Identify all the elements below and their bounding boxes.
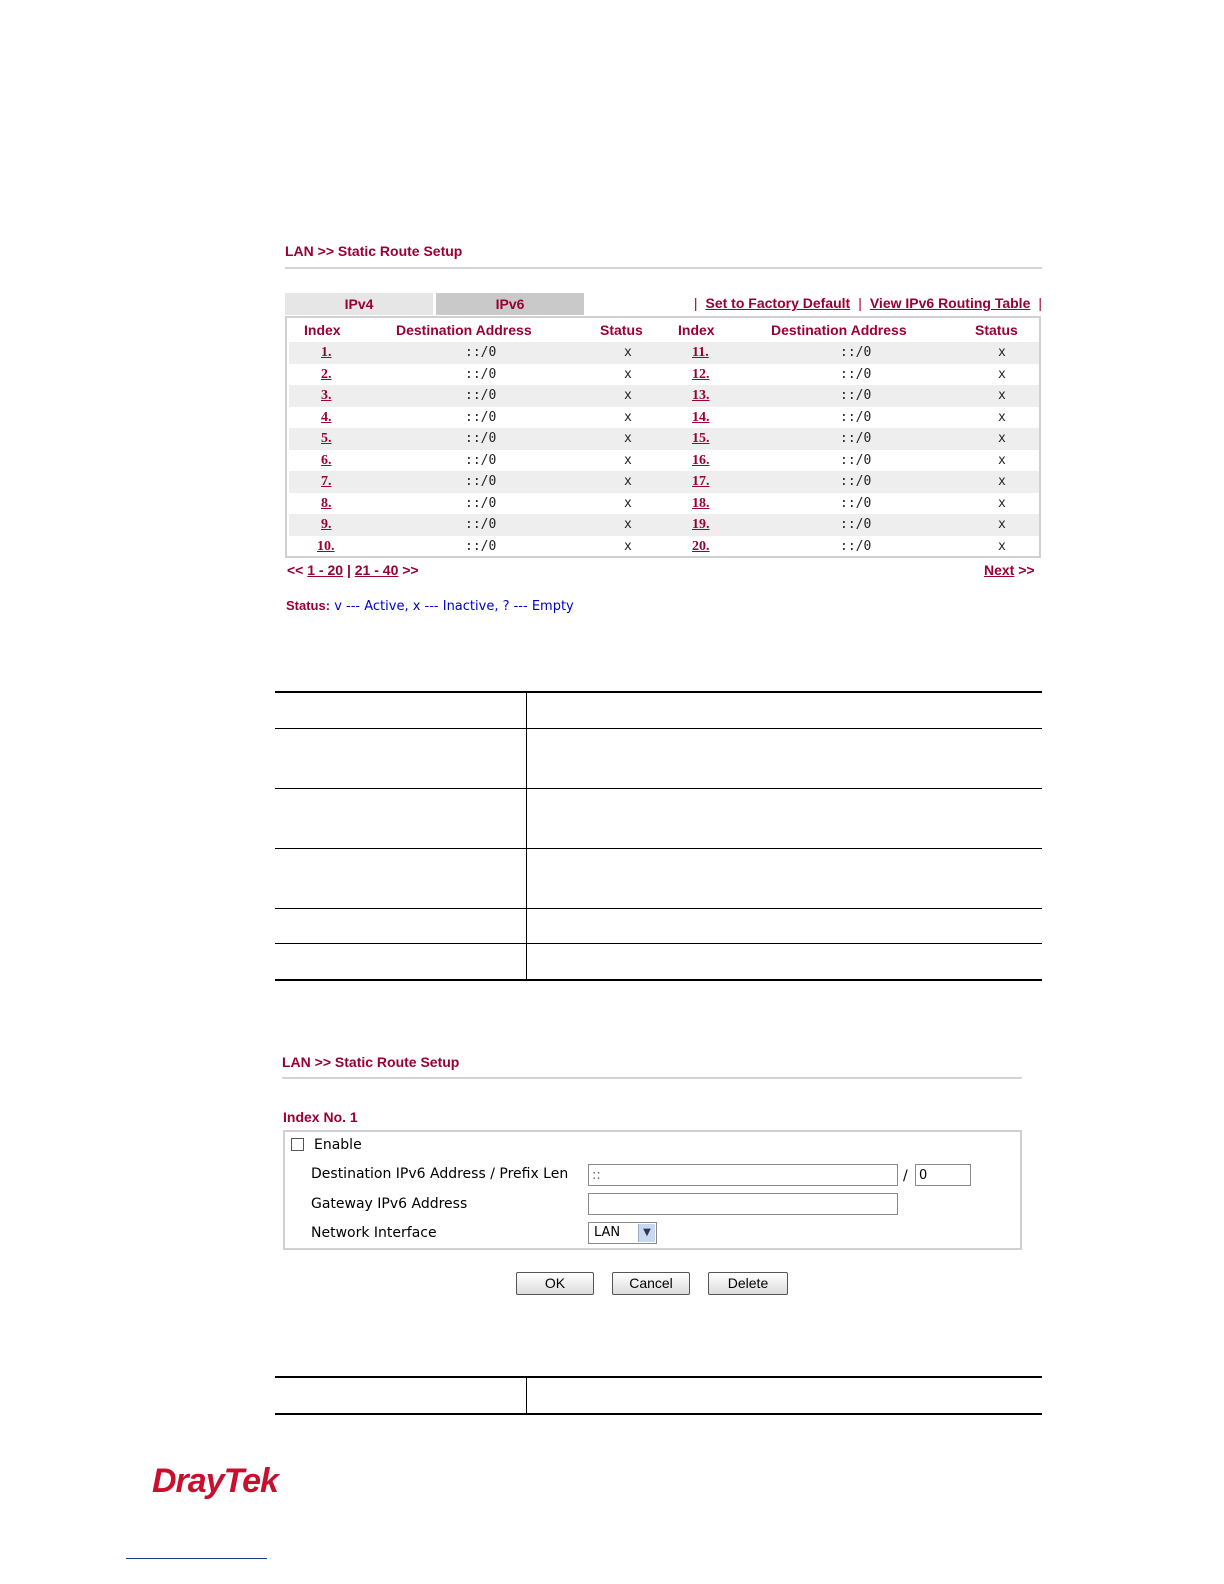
chevron-down-icon[interactable]: ▼ bbox=[638, 1224, 655, 1242]
network-interface-label: Network Interface bbox=[311, 1225, 437, 1241]
route-status: x bbox=[624, 366, 632, 382]
page-separator: | bbox=[346, 562, 351, 578]
destination-address: ::/0 bbox=[840, 495, 872, 511]
link-separator: | bbox=[858, 295, 862, 311]
table-border bbox=[275, 728, 1042, 729]
footer-line bbox=[126, 1558, 267, 1559]
destination-address: ::/0 bbox=[840, 366, 872, 382]
route-status: x bbox=[624, 345, 632, 360]
prefix-length-input[interactable] bbox=[915, 1164, 971, 1186]
route-index-link[interactable]: 20. bbox=[692, 538, 710, 554]
route-index-link[interactable]: 10. bbox=[317, 538, 335, 554]
destination-address: ::/0 bbox=[465, 452, 497, 468]
gateway-label: Gateway IPv6 Address bbox=[311, 1196, 468, 1212]
table-row bbox=[289, 514, 1039, 536]
route-status: x bbox=[998, 452, 1006, 468]
route-status: x bbox=[624, 409, 632, 425]
table-row bbox=[289, 536, 1039, 558]
next-page-link[interactable]: Next bbox=[984, 562, 1015, 578]
route-status: x bbox=[998, 388, 1006, 403]
destination-address: ::/0 bbox=[465, 366, 497, 382]
route-index-link[interactable]: 17. bbox=[692, 474, 710, 489]
route-status: x bbox=[624, 517, 632, 532]
divider bbox=[285, 267, 1042, 269]
destination-address: ::/0 bbox=[465, 345, 497, 360]
draytek-logo: DrayTek bbox=[152, 1462, 278, 1500]
next-arrows: >> bbox=[402, 562, 419, 578]
link-separator: | bbox=[1038, 295, 1042, 311]
route-status: x bbox=[624, 495, 632, 511]
table-row bbox=[289, 428, 1039, 450]
tab-ipv4[interactable]: IPv4 bbox=[285, 293, 433, 315]
destination-address: ::/0 bbox=[465, 538, 497, 554]
route-index-link[interactable]: 3. bbox=[321, 388, 332, 403]
destination-address: ::/0 bbox=[465, 431, 497, 446]
table-border bbox=[275, 848, 1042, 849]
table-column-divider bbox=[526, 1376, 527, 1415]
route-index-link[interactable]: 18. bbox=[692, 495, 710, 511]
column-header-index: Index bbox=[678, 322, 715, 338]
destination-label: Destination IPv6 Address / Prefix Len bbox=[311, 1166, 569, 1182]
destination-address: ::/0 bbox=[840, 517, 872, 532]
table-border bbox=[275, 1376, 1042, 1378]
enable-label: Enable bbox=[314, 1137, 362, 1153]
network-interface-select[interactable] bbox=[588, 1222, 657, 1244]
route-index-link[interactable]: 5. bbox=[321, 431, 332, 446]
route-index-link[interactable]: 6. bbox=[321, 452, 332, 468]
divider bbox=[282, 1077, 1022, 1079]
column-header-index: Index bbox=[304, 322, 341, 338]
legend-text: v --- Active, x --- Inactive, ? --- Empty bbox=[330, 599, 574, 614]
route-index-link[interactable]: 9. bbox=[321, 517, 332, 532]
enable-checkbox[interactable] bbox=[291, 1138, 304, 1151]
view-ipv6-routing-table-link[interactable]: View IPv6 Routing Table bbox=[869, 295, 1031, 311]
column-header-status: Status bbox=[600, 322, 643, 338]
route-index-link[interactable]: 19. bbox=[692, 517, 710, 532]
destination-address: ::/0 bbox=[465, 517, 497, 532]
table-column-divider bbox=[526, 691, 527, 981]
breadcrumb: LAN >> Static Route Setup bbox=[282, 1054, 460, 1070]
destination-address: ::/0 bbox=[840, 431, 872, 446]
pagination bbox=[287, 562, 419, 578]
route-status: x bbox=[998, 409, 1006, 425]
route-index-link[interactable]: 8. bbox=[321, 495, 332, 511]
destination-address: ::/0 bbox=[840, 409, 872, 425]
destination-address: ::/0 bbox=[840, 538, 872, 554]
table-border bbox=[275, 908, 1042, 909]
route-status: x bbox=[998, 366, 1006, 382]
destination-address: ::/0 bbox=[465, 474, 497, 489]
route-status: x bbox=[998, 517, 1006, 532]
route-index-link[interactable]: 1. bbox=[321, 345, 332, 360]
pagination-next bbox=[984, 562, 1035, 578]
table-border bbox=[275, 691, 1042, 693]
route-index-link[interactable]: 2. bbox=[321, 366, 332, 382]
destination-address: ::/0 bbox=[840, 452, 872, 468]
destination-address: ::/0 bbox=[465, 388, 497, 403]
table-row bbox=[289, 407, 1039, 429]
next-arrows: >> bbox=[1018, 562, 1035, 578]
network-interface-value: LAN bbox=[594, 1225, 621, 1240]
column-header-status: Status bbox=[975, 322, 1018, 338]
set-factory-default-link[interactable]: Set to Factory Default bbox=[705, 295, 851, 311]
toolbar-links bbox=[600, 295, 1042, 311]
route-status: x bbox=[998, 495, 1006, 511]
index-title: Index No. 1 bbox=[283, 1109, 358, 1125]
route-index-link[interactable]: 14. bbox=[692, 409, 710, 425]
prev-arrows: << bbox=[287, 562, 304, 578]
table-border bbox=[275, 788, 1042, 789]
route-index-link[interactable]: 15. bbox=[692, 431, 710, 446]
table-border bbox=[275, 1413, 1042, 1415]
static-route-table bbox=[285, 316, 1041, 558]
tab-ipv6[interactable]: IPv6 bbox=[436, 293, 584, 315]
destination-address: ::/0 bbox=[840, 474, 872, 489]
ok-button[interactable]: OK bbox=[516, 1272, 594, 1295]
status-legend bbox=[286, 598, 574, 614]
destination-address: ::/0 bbox=[465, 495, 497, 511]
table-row bbox=[289, 493, 1039, 515]
table-border bbox=[275, 943, 1042, 944]
column-header-destination: Destination Address bbox=[396, 322, 532, 338]
route-index-link[interactable]: 7. bbox=[321, 474, 332, 489]
destination-address: ::/0 bbox=[840, 388, 872, 403]
route-status: x bbox=[624, 474, 632, 489]
route-index-link[interactable]: 12. bbox=[692, 366, 710, 382]
gateway-ipv6-input[interactable] bbox=[588, 1193, 898, 1215]
route-index-link[interactable]: 11. bbox=[692, 345, 709, 360]
page-range-21-40-link[interactable]: 21 - 40 bbox=[354, 562, 399, 578]
route-index-link[interactable]: 4. bbox=[321, 409, 332, 425]
breadcrumb: LAN >> Static Route Setup bbox=[285, 243, 463, 259]
table-row bbox=[289, 450, 1039, 472]
column-header-destination: Destination Address bbox=[771, 322, 907, 338]
table-row bbox=[289, 364, 1039, 386]
route-status: x bbox=[998, 474, 1006, 489]
prefix-slash: / bbox=[903, 1168, 908, 1184]
destination-address: ::/0 bbox=[465, 409, 497, 425]
destination-address: ::/0 bbox=[840, 345, 872, 360]
route-status: x bbox=[624, 431, 632, 446]
route-index-link[interactable]: 16. bbox=[692, 452, 710, 468]
link-separator: | bbox=[693, 295, 698, 311]
delete-button[interactable]: Delete bbox=[708, 1272, 788, 1295]
route-status: x bbox=[998, 538, 1006, 554]
table-row bbox=[289, 385, 1039, 407]
cancel-button[interactable]: Cancel bbox=[612, 1272, 690, 1295]
table-row bbox=[289, 342, 1039, 364]
page-range-1-20-link[interactable]: 1 - 20 bbox=[307, 562, 344, 578]
destination-ipv6-input[interactable] bbox=[588, 1164, 898, 1186]
route-index-link[interactable]: 13. bbox=[692, 388, 710, 403]
route-status: x bbox=[998, 431, 1006, 446]
route-status: x bbox=[624, 452, 632, 468]
table-row bbox=[289, 471, 1039, 493]
legend-label: Status: bbox=[286, 598, 331, 613]
table-border bbox=[275, 979, 1042, 981]
route-status: x bbox=[624, 388, 632, 403]
route-status: x bbox=[998, 345, 1006, 360]
route-status: x bbox=[624, 538, 632, 554]
